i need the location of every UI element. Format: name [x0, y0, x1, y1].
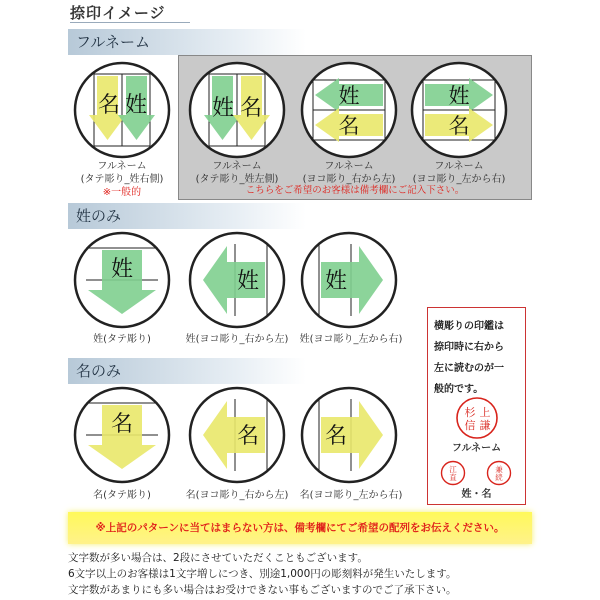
sample-seal-mei	[486, 460, 512, 486]
svg-text:江: 江	[449, 465, 457, 474]
stamp-char-sei: 姓	[448, 84, 470, 108]
stamp-char-mei: 名	[448, 114, 470, 138]
stamp-mei-horizontal-right-to-left	[187, 385, 287, 485]
caption-fullname-1: フルネーム (タテ彫り_姓右側) ※一般的	[67, 160, 177, 199]
caption-mei-3: 名(ヨコ彫り_左から右)	[299, 490, 403, 501]
stamp-sei-vertical	[72, 230, 172, 330]
sample-seal-fullname	[455, 396, 499, 440]
stamp-char-sei: 姓	[124, 93, 148, 118]
sample-small-label: 姓・名	[461, 489, 492, 500]
footer-line-1: 文字数が多い場合は、2段にさせていただくこともございます。	[68, 552, 368, 564]
caption-sei-2: 姓(ヨコ彫り_右から左)	[185, 334, 289, 345]
title-underline	[70, 22, 190, 23]
stamp-char-sei: 姓	[211, 96, 235, 121]
svg-text:謙: 謙	[479, 419, 491, 432]
caption-fullname-4: フルネーム (ヨコ彫り_左から右)	[412, 161, 506, 185]
gray-panel-note: こちらをご希望のお客様は備考欄にご記入下さい。	[245, 185, 465, 196]
stamp-mei-horizontal-left-to-right	[299, 385, 399, 485]
caption-mei-1: 名(タテ彫り)	[93, 490, 151, 501]
caption-sei-1: 姓(タテ彫り)	[93, 334, 151, 345]
stamp-char-mei: 名	[97, 93, 121, 118]
stamp-char-mei: 名	[324, 424, 348, 449]
footer-line-3: 文字数があまりにも多い場合はお受けできない事もございますのでご了承下さい。	[68, 584, 457, 596]
stamp-char-sei: 姓	[338, 84, 360, 108]
sample-seal-label: フルネーム	[451, 443, 502, 454]
pattern-note-banner	[68, 512, 532, 544]
caption-fullname-3: フルネーム (ヨコ彫り_右から左)	[302, 161, 396, 185]
stamp-fullname-vertical-sei-left	[187, 60, 287, 160]
section-header-mei: 名のみ	[68, 358, 306, 384]
svg-text:杉: 杉	[464, 406, 476, 419]
stamp-fullname-vertical-sei-right	[72, 60, 172, 160]
stamp-fullname-horizontal-left-to-right	[409, 60, 509, 160]
caption-sei-3: 姓(ヨコ彫り_左から右)	[299, 334, 403, 345]
stamp-char-sei: 姓	[236, 269, 260, 294]
caption-mei-2: 名(ヨコ彫り_右から左)	[185, 490, 289, 501]
stamp-char-mei: 名	[236, 424, 260, 449]
side-note-text: 横彫りの印鑑は 捺印時に右から 左に読むのが一 般的です。	[434, 321, 504, 395]
stamp-mei-vertical	[72, 385, 172, 485]
stamp-char-sei: 姓	[110, 257, 134, 282]
svg-text:続: 続	[495, 473, 503, 482]
pattern-note-text: ※上記のパターンに当てはまらない方は、備考欄にてご希望の配列をお伝えください。	[95, 522, 505, 534]
footer-line-2: 6文字以上のお客様は1文字増しにつき、別途1,000円の彫刻料が発生いたします。	[68, 568, 457, 580]
svg-text:上: 上	[479, 406, 491, 419]
stamp-sei-horizontal-right-to-left	[187, 230, 287, 330]
section-header-sei: 姓のみ	[68, 203, 306, 229]
stamp-sei-horizontal-left-to-right	[299, 230, 399, 330]
sample-seal-sei	[440, 460, 466, 486]
stamp-char-sei: 姓	[324, 269, 348, 294]
section-header-fullname: フルネーム	[68, 29, 306, 55]
general-note: ※一般的	[102, 187, 142, 198]
caption-fullname-2: フルネーム (タテ彫り_姓左側)	[195, 161, 279, 185]
page-title: 捺印イメージ	[70, 4, 166, 22]
svg-text:兼: 兼	[495, 465, 503, 474]
side-note-box	[427, 307, 526, 505]
stamp-fullname-horizontal-right-to-left	[299, 60, 399, 160]
svg-text:信: 信	[464, 419, 476, 432]
stamp-char-mei: 名	[239, 96, 263, 121]
stamp-char-mei: 名	[338, 114, 360, 138]
stamp-char-mei: 名	[110, 412, 134, 437]
svg-text:直: 直	[449, 473, 457, 482]
